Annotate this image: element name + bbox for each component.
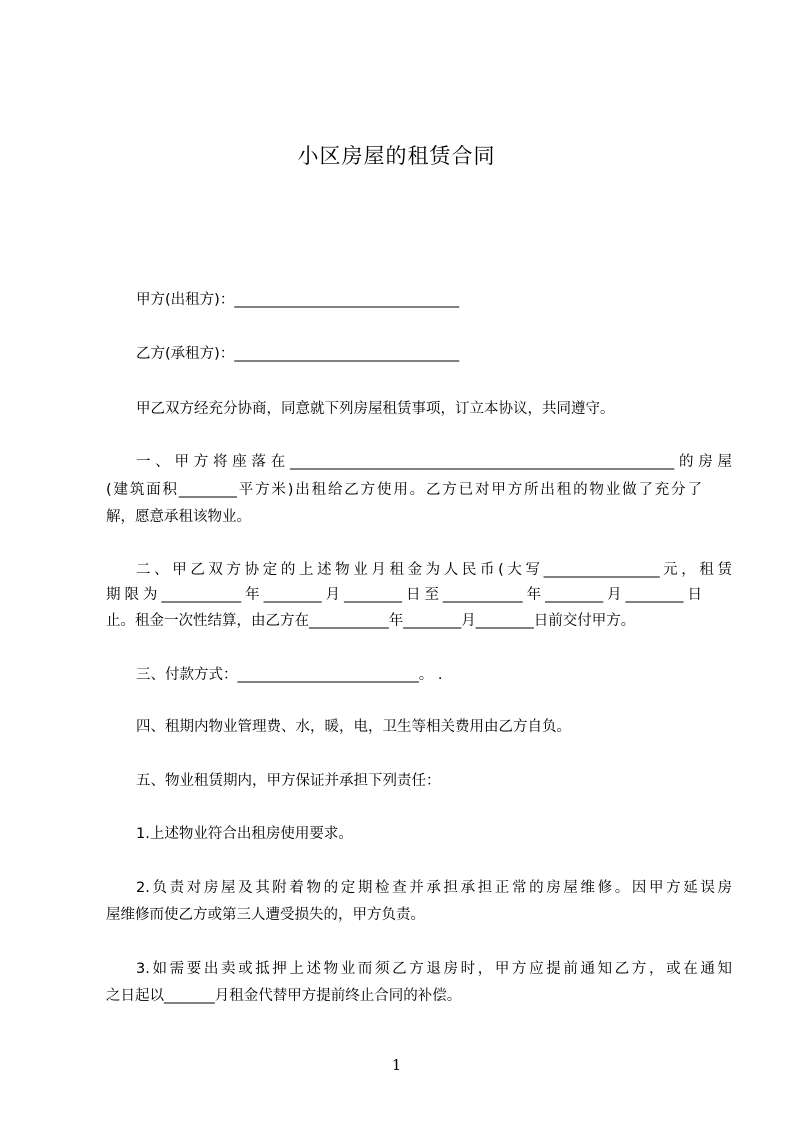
document-title: 小区房屋的租赁合同 — [297, 144, 496, 168]
clause-3-payment: 三、付款方式：_________________________。 . — [136, 667, 443, 683]
clause-5-item-2-line-1: 2.负责对房屋及其附着物的定期检查并承担承担正常的房屋维修。因甲方延误房 — [136, 880, 732, 896]
clause-4-fees: 四、租期内物业管理费、水，暖，电，卫生等相关费用由乙方自负。 — [136, 719, 571, 735]
clause-2-line-3: 止。租金一次性结算，由乙方在___________年________月________日前交付甲方。 — [106, 613, 636, 629]
clause-5-item-2-line-2: 屋维修而使乙方或第三人遭受损失的，甲方负责。 — [106, 907, 425, 923]
clause-5-item-3-line-2: 之日起以_______月租金代替甲方提前终止合同的补偿。 — [106, 988, 462, 1004]
clause-5-item-1: 1.上述物业符合出租房使用要求。 — [136, 826, 353, 842]
party-b-line: 乙方(承租方)：_______________________________ — [136, 346, 460, 362]
clause-5-heading: 五、物业租赁期内，甲方保证并承担下列责任： — [136, 773, 441, 789]
party-a-line: 甲方(出租方)：_______________________________ — [136, 292, 460, 308]
agreement-intro: 甲乙双方经充分协商，同意就下列房屋租赁事项，订立本协议，共同遵守。 — [136, 401, 615, 417]
clause-5-item-3-line-1: 3.如需要出卖或抵押上述物业而须乙方退房时，甲方应提前通知乙方，或在通知 — [136, 961, 732, 977]
clause-2-line-1: 二、甲乙双方协定的上述物业月租金为人民币(大写________________元，租赁 — [136, 562, 732, 578]
clause-1-line-1: 一、甲方将座落在_____________________________________________________的房屋 — [136, 454, 732, 470]
clause-2-line-2: 期限为___________年________月________日至___________年________月________日 — [106, 587, 702, 603]
clause-1-line-2: (建筑面积________平方米)出租给乙方使用。乙方已对甲方所出租的物业做了充分了 — [106, 482, 702, 498]
clause-1-line-3: 解，愿意承租该物业。 — [106, 509, 251, 525]
page-number: 1 — [391, 1056, 402, 1074]
